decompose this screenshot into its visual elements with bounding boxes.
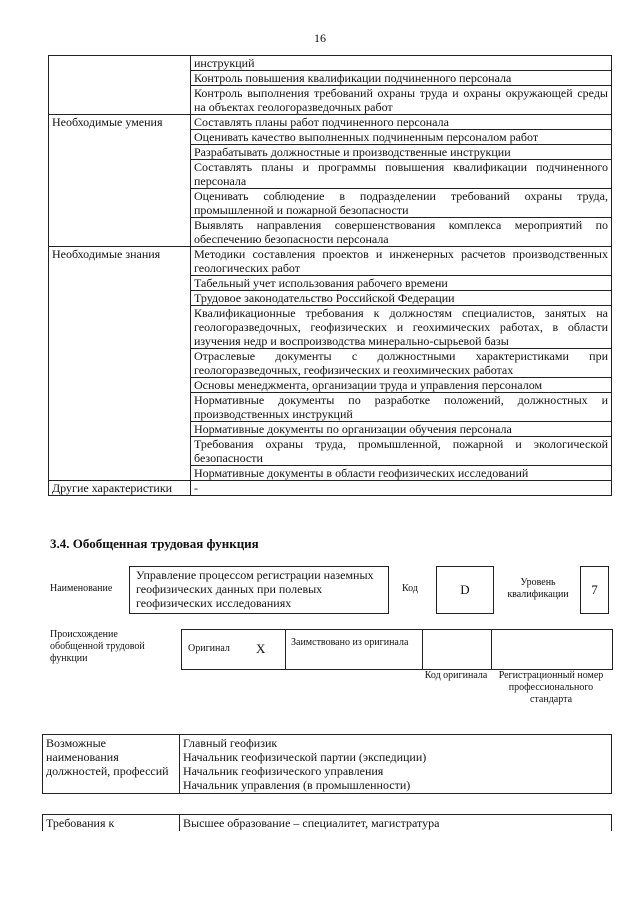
row-item: - (191, 481, 612, 496)
position-item: Главный геофизик (183, 736, 278, 750)
position-item: Начальник управления (в промышленности) (183, 778, 411, 792)
original-label: Оригинал (188, 643, 230, 654)
position-item: Начальник геофизического управления (183, 764, 384, 778)
row-item: Нормативные документы по организации обучения персонала (191, 422, 612, 437)
code-box (436, 566, 494, 614)
reg-number-caption: Регистрационный номер профессионального стандарта (498, 670, 604, 705)
requirements-table (42, 814, 612, 831)
row-item: Контроль повышения квалификации подчиненного персонала (191, 71, 612, 86)
positions-list (180, 735, 612, 794)
name-value: Управление процессом регистрации наземных геофизических данных при полевых геофизических исследованиях (136, 568, 374, 610)
code-original-caption: Код оригинала (424, 670, 488, 681)
positions-label: Возможные наименования должностей, профессий (43, 735, 180, 794)
position-item: Начальник геофизической партии (экспедиции) (183, 750, 427, 764)
code-value: D (460, 582, 470, 597)
row-label: Необходимые знания (49, 247, 191, 481)
section-title: 3.4. Обобщенная трудовая функция (50, 536, 259, 551)
row-label (49, 56, 191, 115)
row-item: Оценивать качество выполненных подчиненным персоналом работ (191, 130, 612, 145)
row-item: Основы менеджмента, организации труда и управления персоналом (191, 378, 612, 393)
borrowed-label: Заимствовано из оригинала (291, 637, 409, 648)
row-label: Необходимые умения (49, 115, 191, 247)
competencies-table (48, 55, 612, 496)
requirements-value: Высшее образование – специалитет, магистратура (180, 815, 612, 832)
row-item: Выявлять направления совершенствования комплекса мероприятий по обеспечению безопасности персонала (191, 218, 612, 247)
name-label: Наименование (50, 583, 113, 594)
original-mark: X (256, 641, 266, 656)
row-item: Методики составления проектов и инженерных расчетов производственных геологических работ (191, 247, 612, 276)
row-item: Контроль выполнения требований охраны труда и охраны окружающей среды на объектах геологоразведочных работ (191, 86, 612, 115)
row-label: Другие характеристики (49, 481, 191, 496)
row-item: Оценивать соблюдение в подразделении требований охраны труда, промышленной и пожарной безопасности (191, 189, 612, 218)
origin-label: Происхождение обобщенной трудовой функции (50, 629, 145, 664)
requirements-label: Требования к (43, 815, 180, 832)
code-label: Код (402, 583, 418, 594)
positions-table (42, 734, 612, 794)
row-item: Составлять планы и программы повышения квалификации подчиненного персонала (191, 160, 612, 189)
row-item: Квалификационные требования к должностям специалистов, занятых на геологоразведочных, геофизических и геохимических работах, в области изучения недр и воспроизводства минерально-сырьевой базы (191, 306, 612, 349)
row-item: Требования охраны труда, промышленной, пожарной и экологической безопасности (191, 437, 612, 466)
level-box (580, 566, 609, 614)
row-item: Разрабатывать должностные и производственные инструкции (191, 145, 612, 160)
row-item: Отраслевые документы с должностными характеристиками при геологоразведочных, геофизических и геохимических работах (191, 349, 612, 378)
row-item: Нормативные документы в области геофизических исследований (191, 466, 612, 481)
row-item: Составлять планы работ подчиненного персонала (191, 115, 612, 130)
row-item: Трудовое законодательство Российской Федерации (191, 291, 612, 306)
level-label: Уровень квалификации (507, 577, 569, 600)
origin-box (181, 629, 613, 670)
name-box (129, 566, 389, 614)
row-item: Нормативные документы по разработке положений, должностных и производственных инструкций (191, 393, 612, 422)
row-item: Табельный учет использования рабочего времени (191, 276, 612, 291)
level-value: 7 (591, 582, 598, 597)
page-number: 16 (314, 31, 326, 45)
row-item: инструкций (191, 56, 612, 71)
